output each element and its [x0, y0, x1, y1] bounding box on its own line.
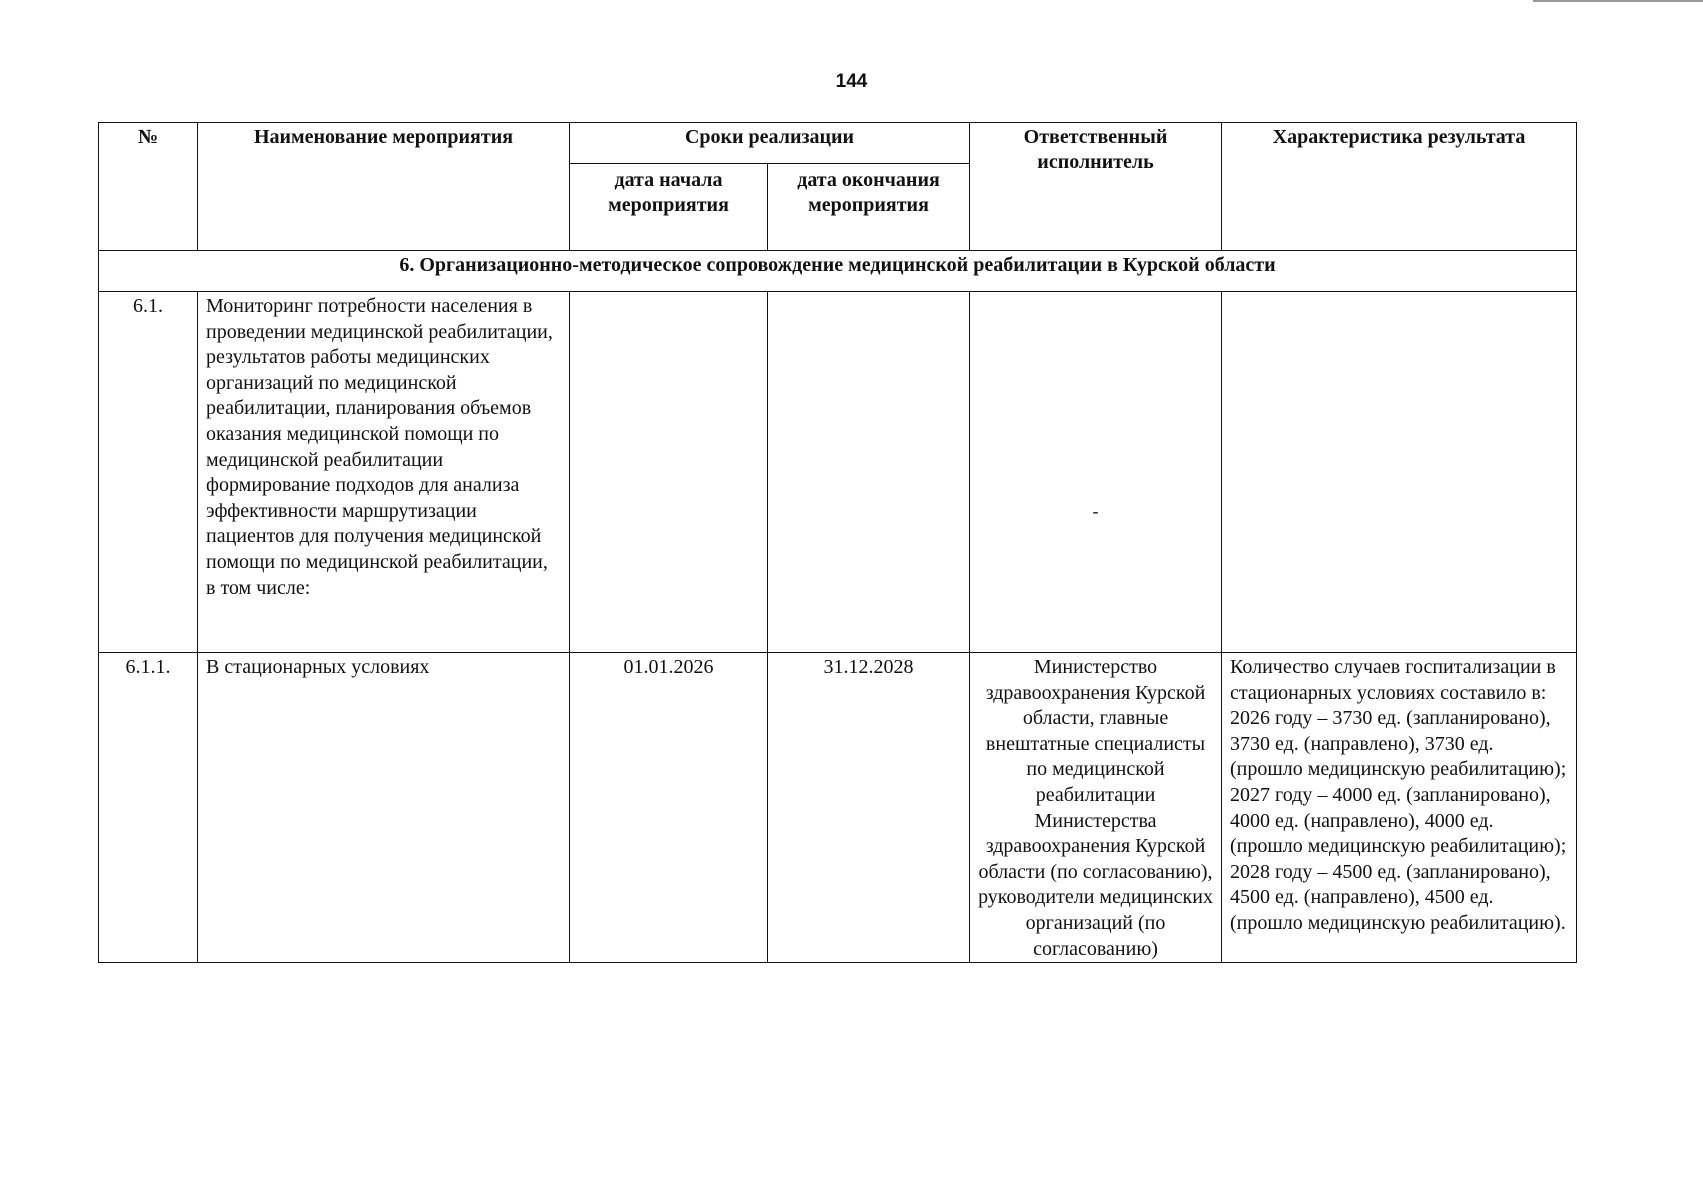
row-name: В стационарных условиях — [198, 653, 570, 963]
page-number: 144 — [835, 71, 868, 92]
section-title: 6. Организационно-методическое сопровождение медицинской реабилитации в Курской области — [99, 251, 1577, 292]
row-responsible — [970, 292, 1222, 653]
row-end-date — [768, 292, 970, 653]
header-end-date: дата окончания мероприятия — [768, 164, 970, 251]
row-result — [1222, 292, 1577, 653]
row-start-date — [570, 292, 768, 653]
header-result: Характеристика результата — [1222, 123, 1577, 251]
header-start-date: дата начала мероприятия — [570, 164, 768, 251]
header-name: Наименование мероприятия — [198, 123, 570, 251]
row-number: 6.1. — [99, 292, 198, 653]
row-result: Количество случаев госпитализации в стационарных условиях составило в: 2026 году – 3730 ед. (запланировано), 3730 ед. (направлено), 3730 ед. (прошло медицинскую реабилитацию); 2027 году – 4000 ед. (запланировано), 4000 ед. (направлено), 4000 ед. (прошло медицинскую реабилитацию); 2028 году – 4500 ед. (запланировано), 4500 ед. (направлено), 4500 ед. (прошло медицинскую реабилитацию). — [1222, 653, 1577, 963]
row-number: 6.1.1. — [99, 653, 198, 963]
row-responsible: Министерство здравоохранения Курской области, главные внештатные специалисты по медицинской реабилитации Министерства здравоохранения Курской области (по согласованию), руководители медицинских организаций (по согласованию) — [970, 653, 1222, 963]
table-row — [99, 653, 1577, 963]
header-num: № — [99, 123, 198, 251]
row-start-date: 01.01.2026 — [570, 653, 768, 963]
header-responsible: Ответственный исполнитель — [970, 123, 1222, 251]
table-row — [99, 292, 1577, 653]
empty-dash: - — [1092, 501, 1099, 521]
section-row — [99, 251, 1577, 292]
header-terms: Сроки реализации — [570, 123, 970, 164]
header-row-top — [99, 123, 1577, 164]
row-name: Мониторинг потребности населения в проведении медицинской реабилитации, результатов работы медицинских организаций по медицинской реабилитации, планирования объемов оказания медицинской помощи по медицинской реабилитации формирование подходов для анализа эффективности маршрутизации пациентов для получения медицинской помощи по медицинской реабилитации, в том числе: — [198, 292, 570, 653]
row-end-date: 31.12.2028 — [768, 653, 970, 963]
events-table — [98, 122, 1577, 963]
scan-corner-mark — [1533, 0, 1703, 2]
